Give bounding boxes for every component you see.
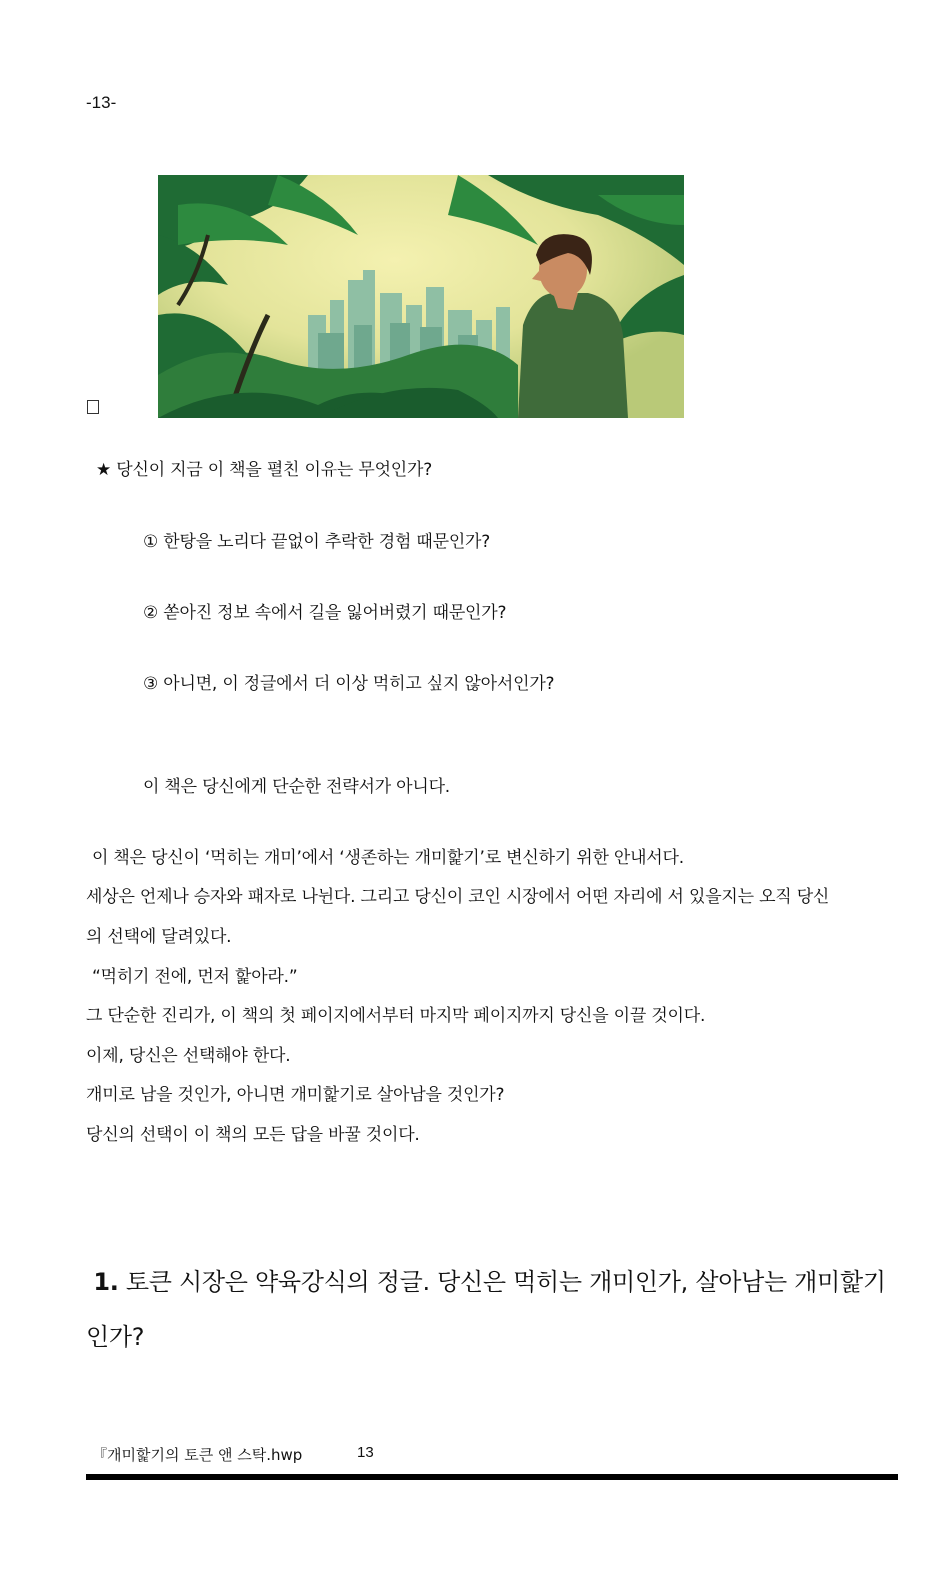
chapter-number: 1. (93, 1268, 119, 1296)
footer-filename: 『개미핥기의 토큰 앤 스탁.hwp (92, 1446, 303, 1464)
chapter-heading (86, 1255, 898, 1365)
body-paragraph: “먹히기 전에, 먼저 핥아라.” (92, 967, 298, 987)
footer-rule (86, 1474, 898, 1480)
question-option: ② 쏟아진 정보 속에서 길을 잃어버렸기 때문인가? (143, 603, 507, 623)
body-paragraph: 이제, 당신은 선택해야 한다. (86, 1046, 291, 1066)
body-paragraph: 그 단순한 진리가, 이 책의 첫 페이지에서부터 마지막 페이지까지 당신을 이끌 것이다. (86, 1006, 706, 1026)
question-option: ③ 아니면, 이 정글에서 더 이상 먹히고 싶지 않아서인가? (143, 674, 555, 694)
jungle-city-illustration (158, 175, 684, 418)
question-heading: ★ 당신이 지금 이 책을 펼친 이유는 무엇인가? (96, 460, 433, 480)
footer-page-number: 13 (357, 1444, 374, 1461)
body-paragraph: 의 선택에 달려있다. (86, 927, 232, 947)
question-option: ① 한탕을 노리다 끝없이 추락한 경험 때문인가? (143, 532, 491, 552)
body-paragraph: 세상은 언제나 승자와 패자로 나뉜다. 그리고 당신이 코인 시장에서 어떤 자리에 서 있을지는 오직 당신 (86, 887, 830, 907)
page-number: -13- (86, 93, 117, 112)
body-paragraph: 이 책은 당신이 ‘먹히는 개미’에서 ‘생존하는 개미핥기’로 변신하기 위한 안내서다. (92, 848, 684, 868)
lead-sentence: 이 책은 당신에게 단순한 전략서가 아니다. (143, 777, 450, 797)
placeholder-box-glyph (87, 400, 99, 414)
chapter-title: 토큰 시장은 약육강식의 정글. 당신은 먹히는 개미인가, 살아남는 개미핥기인가? (86, 1268, 886, 1351)
body-paragraph: 개미로 남을 것인가, 아니면 개미핥기로 살아남을 것인가? (86, 1085, 505, 1105)
body-paragraph: 당신의 선택이 이 책의 모든 답을 바꿀 것이다. (86, 1125, 420, 1145)
